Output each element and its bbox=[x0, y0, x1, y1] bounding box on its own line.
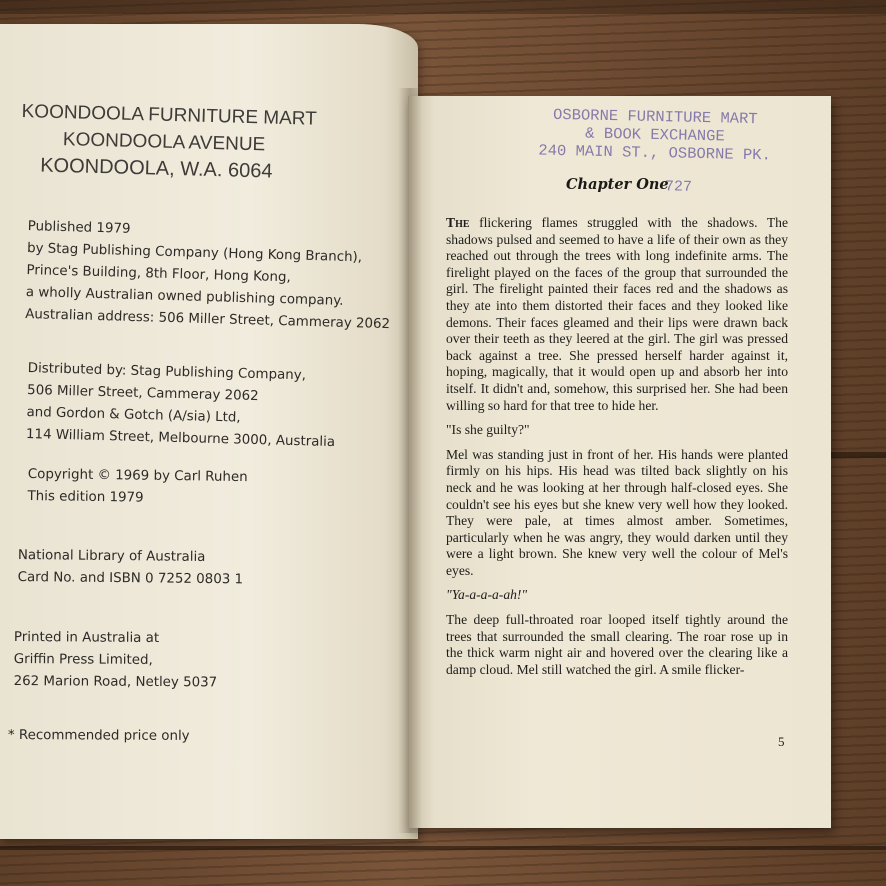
chapter-title: Chapter One bbox=[566, 176, 669, 193]
stamp-line: 240 MAIN ST., OSBORNE PK. bbox=[538, 141, 772, 165]
imprint-line: 506 Miller Street, Cammeray 2062 bbox=[26, 382, 259, 405]
imprint-line: and Gordon & Gotch (A/sia) Ltd, bbox=[26, 404, 241, 426]
imprint-line: 262 Marion Road, Netley 5037 bbox=[13, 673, 218, 691]
imprint-line: Printed in Australia at bbox=[13, 629, 160, 647]
imprint-line: a wholly Australian owned publishing company. bbox=[25, 284, 344, 309]
book-gutter bbox=[398, 88, 422, 833]
paragraph: "Is she guilty?" bbox=[446, 422, 530, 438]
library-block bbox=[18, 545, 396, 593]
distributor-block bbox=[26, 358, 406, 456]
stamp-line: KOONDOOLA, W.A. 6064 bbox=[39, 154, 273, 183]
imprint-line: 114 William Street, Melbourne 3000, Australia bbox=[25, 426, 336, 451]
table-board-seam bbox=[0, 846, 886, 850]
imprint-line: Griffin Press Limited, bbox=[13, 651, 153, 668]
paragraph: Mel was standing just in front of her. His hands were planted firmly on his hips. His head was tilted back slightly on his neck and he was looking at her through half-closed eyes. She couldn't see his eyes but she knew very well how they looked. They were pale, at times almost amber. Sometimes, particularly when he was angry, they would darken until they were a light brown. She knew very well the colour of Mel's eyes. bbox=[446, 446, 788, 578]
imprint-line: Published 1979 bbox=[27, 218, 131, 237]
imprint-line: Copyright © 1969 by Carl Ruhen bbox=[27, 466, 248, 486]
imprint-line: Prince's Building, 8th Floor, Hong Kong, bbox=[26, 262, 291, 286]
imprint-line: by Stag Publishing Company (Hong Kong Branch), bbox=[26, 240, 363, 266]
imprint-line: Card No. and ISBN 0 7252 0803 1 bbox=[17, 569, 244, 588]
printer-block bbox=[14, 627, 392, 696]
table-board-edge bbox=[0, 0, 886, 14]
copyright-block bbox=[27, 464, 406, 513]
paragraph: The deep full-throated roar looped itself tightly around the trees that surrounded the small clearing. The roar rose up in the thick warm night air and hovered over the clearing like a damp cloud. Mel still watched the girl. A smile flicker- bbox=[446, 612, 788, 677]
stamp-line: KOONDOOLA FURNITURE MART bbox=[21, 100, 318, 130]
paragraph-text: flickering flames struggled with the shadows. The shadows pulsed and seemed to have a life of their own as they reached out through the trees with long indefinite arms. The firelight played on the faces of the group that surrounded the girl. The firelight painted their faces red and the shadows as they ate into them distorted their faces and they looked like demons. Their faces gleamed and their lips were drawn back over their teeth as they leered at the girl. The girl was pressed back against a tree. She pressed herself harder against it, hoping, magically, that it would open up and absorb her into itself. It didn't and, somehow, this surprised her. She had been willing so hard for that tree to hide her. bbox=[446, 215, 788, 413]
imprint-line: National Library of Australia bbox=[17, 547, 206, 565]
imprint-line: * Recommended price only bbox=[7, 727, 190, 744]
chapter-body bbox=[446, 215, 788, 686]
stamp-line: KOONDOOLA AVENUE bbox=[62, 129, 266, 156]
page-number: 5 bbox=[778, 734, 785, 749]
price-note bbox=[8, 725, 386, 749]
imprint-line: Distributed by: Stag Publishing Company, bbox=[27, 360, 307, 384]
left-bookshop-stamp bbox=[20, 98, 362, 188]
stamp-number: 727 bbox=[664, 178, 693, 196]
stamp-line: OSBORNE FURNITURE MART bbox=[552, 105, 758, 129]
paragraph: "Ya-a-a-a-ah!" bbox=[446, 587, 528, 603]
imprint-line: This edition 1979 bbox=[27, 488, 144, 506]
stamp-line: & BOOK EXCHANGE bbox=[585, 124, 725, 146]
paragraph-opening-word: The bbox=[446, 215, 470, 230]
imprint-line: Australian address: 506 Miller Street, Cammeray 2062 bbox=[25, 306, 391, 333]
publisher-block bbox=[25, 216, 406, 337]
paragraph bbox=[446, 215, 788, 414]
